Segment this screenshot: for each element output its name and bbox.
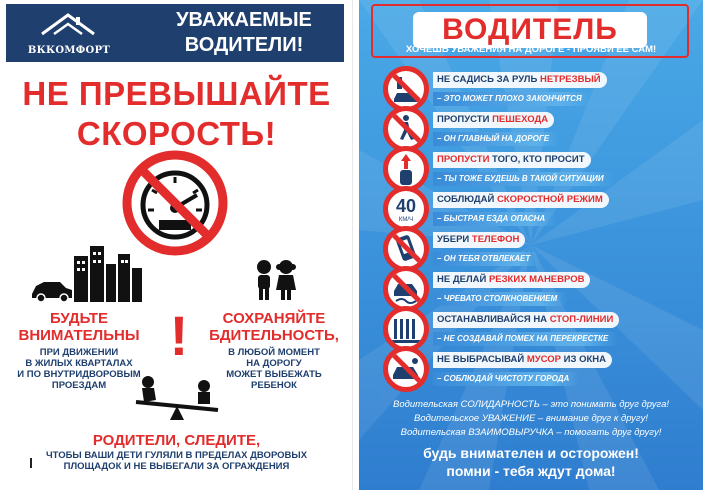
house-roof-icon	[40, 12, 96, 40]
left-poster-header	[6, 4, 344, 62]
main-title-line1: НЕ ПРЕВЫШАЙТЕ	[22, 75, 331, 112]
rule-subtext: – СОБЛЮДАЙ ЧИСТОТУ ГОРОДА	[433, 372, 579, 386]
right-subtitle: ХОЧЕШЬ УВАЖЕНИЯ НА ДОРОГЕ - ПРОЯВИ ЕЕ САМ!	[405, 44, 657, 55]
rule-heading: ПРОПУСТИ ТОГО, КТО ПРОСИТ	[433, 152, 591, 168]
parents-text-line2: ПЛОЩАДОК И НЕ ВЫБЕГАЛИ ЗА ОГРАЖДЕНИЯ	[63, 461, 290, 472]
stay-vigilant-text-line1: В ЛЮБОЙ МОМЕНТ	[228, 347, 320, 358]
rule-subtext: – ЧРЕВАТО СТОЛКНОВЕНИЕМ	[433, 292, 567, 306]
closing-message	[359, 444, 703, 480]
speed-limit-value: 40	[395, 196, 417, 216]
rule-heading: НЕ ВЫБРАСЫВАЙ МУСОР ИЗ ОКНА	[433, 352, 612, 368]
parents-text	[10, 450, 343, 472]
solidarity-lines	[359, 398, 703, 440]
no-littering-icon	[383, 346, 429, 392]
rule-subtext: – ТЫ ТОЖЕ БУДЕШЬ В ТАКОЙ СИТУАЦИИ	[433, 172, 614, 186]
stay-vigilant-text-line2: НА ДОРОГУ	[246, 358, 302, 369]
main-title	[0, 74, 353, 154]
main-title-line2: СКОРОСТЬ!	[76, 115, 277, 152]
exclamation-mark: !	[169, 304, 189, 367]
be-attentive-text-line1: ПРИ ДВИЖЕНИИ	[39, 347, 119, 358]
closing-line1: будь внимателен и осторожен!	[423, 445, 639, 461]
mutual-help-line: Водительская ВЗАИМОВЫРУЧКА – помогать друг другу!	[400, 427, 662, 438]
be-attentive-text-line2: В ЖИЛЫХ КВАРТАЛАХ	[25, 358, 133, 369]
rule-heading: ПРОПУСТИ ПЕШЕХОДА	[433, 112, 554, 128]
city-buildings-car-icon	[32, 246, 144, 302]
rule-no-littering	[383, 346, 683, 392]
stay-vigilant-heading-line2: БДИТЕЛЬНОСТЬ,	[209, 327, 339, 344]
solidarity-line: Водительская СОЛИДАРНОСТЬ – это понимать друг друга!	[393, 399, 669, 410]
rule-heading: СОБЛЮДАЙ СКОРОСТНОЙ РЕЖИМ	[433, 192, 609, 208]
stay-vigilant-text-line4: РЕБЕНОК	[251, 380, 297, 391]
speed-limit-unit: КМ/Ч	[398, 217, 414, 223]
rule-heading: ОСТАНАВЛИВАЙСЯ НА СТОП-ЛИНИИ	[433, 312, 619, 328]
be-attentive-heading-line2: ВНИМАТЕЛЬНЫ	[18, 327, 140, 344]
parents-text-line1: ЧТОБЫ ВАШИ ДЕТИ ГУЛЯЛИ В ПРЕДЕЛАХ ДВОРОВЫХ	[45, 450, 308, 461]
greeting-text: УВАЖАЕМЫЕ ВОДИТЕЛИ!	[176, 9, 312, 56]
parents-heading: РОДИТЕЛИ, СЛЕДИТЕ,	[92, 432, 261, 449]
stay-vigilant-heading-line1: СОХРАНЯЙТЕ	[222, 310, 326, 327]
stay-vigilant-heading	[196, 310, 352, 344]
rule-subtext: – ОН ТЕБЯ ОТВЛЕКАЕТ	[433, 252, 540, 266]
rule-subtext: – ОН ГЛАВНЫЙ НА ДОРОГЕ	[433, 132, 559, 146]
rule-subtext: – ЭТО МОЖЕТ ПЛОХО ЗАКОНЧИТСЯ	[433, 92, 592, 106]
greeting-heading	[144, 8, 344, 58]
children-icon	[250, 258, 302, 300]
closing-line2: помни - тебя ждут дома!	[446, 463, 616, 479]
rule-heading: НЕ САДИСЬ ЗА РУЛЬ НЕТРЕЗВЫЙ	[433, 72, 607, 88]
be-attentive-heading	[4, 310, 154, 344]
stay-vigilant-text-line3: МОЖЕТ ВЫБЕЖАТЬ	[226, 369, 322, 380]
be-attentive-text-line3: И ПО ВНУТРИДВОРОВЫМ	[17, 369, 141, 380]
children-seesaw-icon	[132, 372, 222, 422]
text-cursor	[30, 458, 32, 468]
rule-heading: УБЕРИ ТЕЛЕФОН	[433, 232, 525, 248]
brand-name: ВККОМФОРТ	[27, 45, 111, 56]
no-speeding-speedometer-icon	[122, 150, 228, 256]
brand-logo	[14, 12, 124, 58]
respect-line: Водительское УВАЖЕНИЕ – внимание друг к другу!	[413, 413, 649, 424]
rule-heading: НЕ ДЕЛАЙ РЕЗКИХ МАНЕВРОВ	[433, 272, 590, 288]
rule-subtext: – БЫСТРАЯ ЕЗДА ОПАСНА	[433, 212, 555, 226]
be-attentive-heading-line1: БУДЬТЕ	[49, 310, 109, 327]
right-title: ВОДИТЕЛЬ	[413, 12, 647, 48]
be-attentive-text-line4: ПРОЕЗДАМ	[51, 380, 107, 391]
rule-subtext: – НЕ СОЗДАВАЙ ПОМЕХ НА ПЕРЕКРЕСТКЕ	[433, 332, 618, 346]
right-poster	[359, 0, 703, 490]
